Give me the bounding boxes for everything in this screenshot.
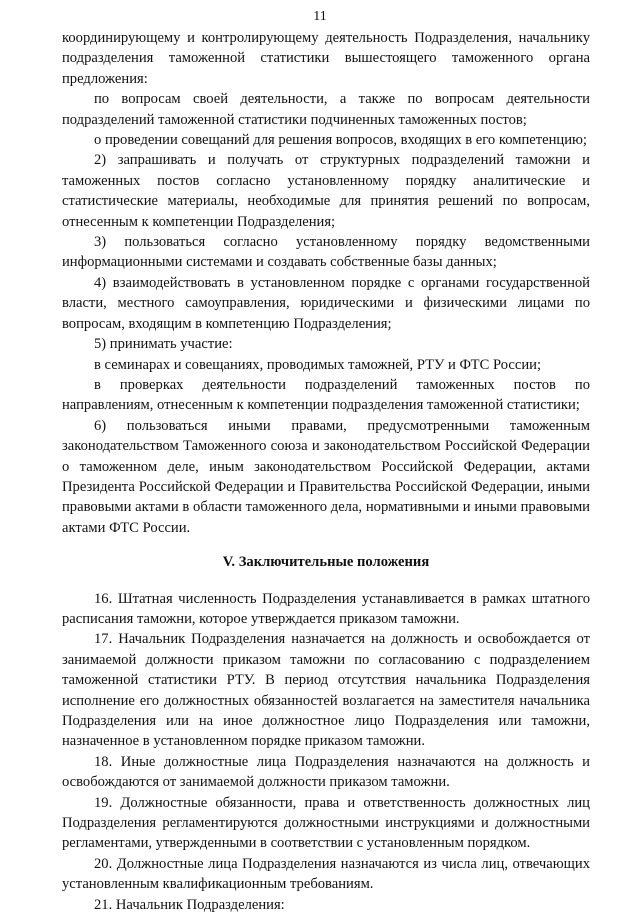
paragraph-17: 17. Начальник Подразделения назначается на должность и освобождается от занимаемой должности приказом таможни по согласованию с подразделением таможенной статистики РТУ. В период отсутствия начальника Подразделения исполнение его должностных обязанностей возлагается на заместителя начальника Подразделения или на иное должностное лицо Подразделения или таможни, назначенное в установленном порядке приказом таможни. — [62, 631, 590, 750]
paragraph-activity-questions: по вопросам своей деятельности, а также по вопросам деятельности подразделений таможенной статистики подчиненных таможенных постов; — [62, 91, 590, 128]
paragraph-right-3: 3) пользоваться согласно установленному порядку ведомственными информационными системами и создавать собственные базы данных; — [62, 234, 590, 271]
paragraph-20: 20. Должностные лица Подразделения назначаются из числа лиц, отвечающих установленным квалификационным требованиям. — [62, 855, 590, 893]
paragraph-right-6: 6) пользоваться иными правами, предусмотренными таможенным законодательством Таможенного союза и законодательством Российской Федерации о таможенном деле, иным законодательством Российской Федерации, актами Президента Российской Федерации и Правительства Российской Федерации, иными правовыми актами в области таможенного дела, нормативными и иными правовыми актами ФТС России. — [62, 417, 590, 536]
paragraph-16: 16. Штатная численность Подразделения устанавливается в рамках штатного расписания таможни, которое утверждается приказом таможни. — [62, 590, 590, 627]
paragraph-right-5: 5) принимать участие: — [94, 336, 233, 353]
section-heading: V. Заключительные положения — [222, 554, 430, 571]
page-number: 11 — [313, 9, 327, 24]
paragraph-19: 19. Должностные обязанности, права и ответственность должностных лиц Подразделения регламентируются должностными инструкциями и должностными регламентами, утвержденными в соответствии с установленным порядком. — [62, 794, 590, 852]
paragraph-right-4: 4) взаимодействовать в установленном порядке с органами государственной власти, местного самоуправления, юридическими и физическими лицами по вопросам, входящим в компетенцию Подразделения; — [62, 274, 590, 332]
paragraph-21: 21. Начальник Подразделения: — [94, 896, 285, 913]
paragraph-18: 18. Иные должностные лица Подразделения назначаются на должность и освобождаются от занимаемой должности приказом таможни. — [62, 753, 590, 791]
paragraph-seminars: в семинарах и совещаниях, проводимых таможней, РТУ и ФТС России; — [94, 356, 542, 373]
document-body — [62, 28, 590, 915]
paragraph-inspections: в проверках деятельности подразделений таможенных постов по направлениям, отнесенным к компетенции подразделения таможенной статистики; — [62, 376, 590, 414]
paragraph-continuation: координирующему и контролирующему деятельность Подразделения, начальнику подразделения таможенной статистики вышестоящего таможенного органа предложения: — [62, 30, 590, 87]
paragraph-right-2: 2) запрашивать и получать от структурных подразделений таможни и таможенных постов согласно установленному порядку аналитические и статистические материалы, необходимые для принятия решений по вопросам, отнесенным к компетенции Подразделения; — [62, 152, 590, 230]
paragraph-meetings: о проведении совещаний для решения вопросов, входящих в его компетенцию; — [94, 132, 587, 149]
